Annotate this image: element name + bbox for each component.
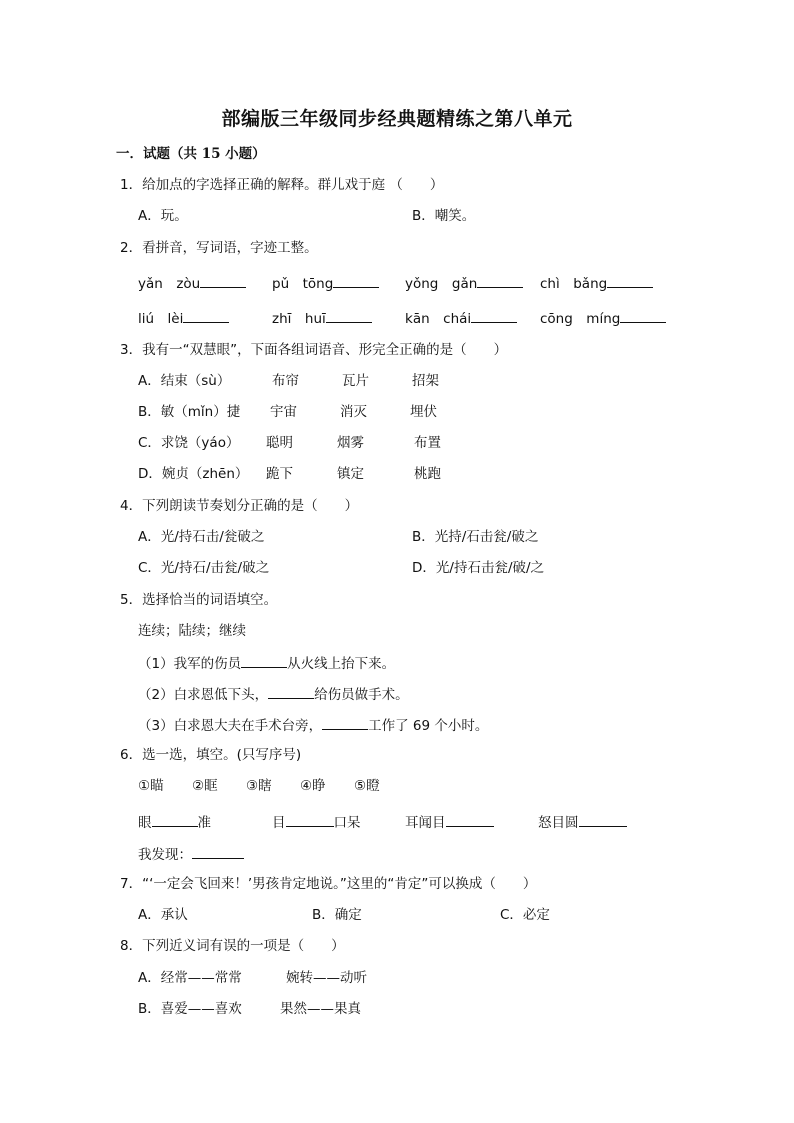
fill-text: 耳闻目 xyxy=(405,815,446,831)
pinyin-text: kān chái xyxy=(405,311,472,327)
answer-blank[interactable] xyxy=(333,273,379,288)
q5-sentence-1 xyxy=(138,653,395,673)
q1-option-b: B．嘲笑。 xyxy=(412,208,476,224)
q3-word: 宇宙 xyxy=(270,404,297,420)
q3-word: 埋伏 xyxy=(410,404,437,420)
pinyin-text: liú lèi xyxy=(138,311,184,327)
answer-blank[interactable] xyxy=(268,684,314,699)
q3-word: 镇定 xyxy=(337,466,364,482)
q6-option: ④睁 xyxy=(300,778,326,794)
answer-blank[interactable] xyxy=(579,812,627,827)
answer-blank[interactable] xyxy=(620,308,666,323)
q6-option: ①瞄 xyxy=(138,778,164,794)
q8-option-b: B．喜爱——喜欢 xyxy=(138,1001,242,1017)
pinyin-1 xyxy=(138,273,246,293)
q3-word: 招架 xyxy=(412,373,439,389)
answer-blank[interactable] xyxy=(241,653,287,668)
q5-word-list: 连续；陆续；继续 xyxy=(138,623,246,639)
q4-option-a: A．光/持石击/瓮破之 xyxy=(138,529,265,545)
q6-option: ②眶 xyxy=(192,778,218,794)
q6-discovery xyxy=(138,844,244,864)
question-1-stem: 1．给加点的字选择正确的解释。群儿戏于庭 （ ） xyxy=(120,177,444,193)
sentence-text: 从火线上抬下来。 xyxy=(287,656,396,672)
q6-option: ③瞎 xyxy=(246,778,272,794)
question-6-stem: 6．选一选，填空。(只写序号) xyxy=(120,747,302,763)
q5-sentence-3 xyxy=(138,715,488,735)
q4-option-c: C．光/持石/击瓮/破之 xyxy=(138,560,270,576)
q7-option-c: C．必定 xyxy=(500,907,550,923)
fill-text: 准 xyxy=(197,815,211,831)
fill-text: 口呆 xyxy=(333,815,361,831)
sentence-text: 给伤员做手术。 xyxy=(314,687,409,703)
q3-word: 布置 xyxy=(414,435,441,451)
sentence-text: （3）白求恩大夫在手术台旁， xyxy=(138,718,323,734)
q3-word: 聪明 xyxy=(266,435,293,451)
answer-blank[interactable] xyxy=(477,273,523,288)
pinyin-5 xyxy=(138,308,229,328)
section-heading: 一．试题（共 15 小题） xyxy=(116,146,266,162)
question-4-stem: 4．下列朗读节奏划分正确的是（ ） xyxy=(120,498,359,514)
q6-fill-2 xyxy=(272,812,361,832)
sentence-text: 工作了 69 个小时。 xyxy=(368,718,489,734)
answer-blank[interactable] xyxy=(183,308,229,323)
q6-option: ⑤瞪 xyxy=(354,778,380,794)
fill-text: 怒目圆 xyxy=(538,815,579,831)
pinyin-text: pǔ tōng xyxy=(272,276,334,292)
pinyin-4 xyxy=(540,273,653,293)
q7-option-a: A．承认 xyxy=(138,907,188,923)
q3-option-c: C．求饶（yáo） xyxy=(138,435,240,451)
pinyin-7 xyxy=(405,308,517,328)
answer-blank[interactable] xyxy=(192,844,244,859)
q7-option-b: B．确定 xyxy=(312,907,362,923)
answer-blank[interactable] xyxy=(200,273,246,288)
q5-sentence-2 xyxy=(138,684,409,704)
q6-fill-1 xyxy=(138,812,211,832)
pinyin-2 xyxy=(272,273,379,293)
pinyin-8 xyxy=(540,308,666,328)
question-5-stem: 5．选择恰当的词语填空。 xyxy=(120,592,278,608)
pinyin-3 xyxy=(405,273,523,293)
answer-blank[interactable] xyxy=(326,308,372,323)
pinyin-text: yǎn zòu xyxy=(138,276,201,292)
sentence-text: （1）我军的伤员 xyxy=(138,656,242,672)
q3-word: 烟雾 xyxy=(337,435,364,451)
pinyin-text: yǒng gǎn xyxy=(405,276,478,292)
answer-blank[interactable] xyxy=(471,308,517,323)
q3-option-d: D．婉贞（zhēn） xyxy=(138,466,249,482)
discovery-label: 我发现： xyxy=(138,847,192,863)
question-8-stem: 8．下列近义词有误的一项是（ ） xyxy=(120,938,345,954)
q8-option-b-pair: 果然——果真 xyxy=(280,1001,361,1017)
question-3-stem: 3．我有一“双慧眼”，下面各组词语音、形完全正确的是（ ） xyxy=(120,342,508,358)
q6-fill-4 xyxy=(538,812,627,832)
pinyin-text: cōng míng xyxy=(540,311,621,327)
q3-word: 布帘 xyxy=(272,373,299,389)
q3-word: 消灭 xyxy=(340,404,367,420)
q3-word: 跪下 xyxy=(266,466,293,482)
answer-blank[interactable] xyxy=(607,273,653,288)
page-title: 部编版三年级同步经典题精练之第八单元 xyxy=(221,108,573,130)
pinyin-text: zhī huī xyxy=(272,311,326,327)
q3-word: 桃跑 xyxy=(414,466,441,482)
answer-blank[interactable] xyxy=(322,715,368,730)
answer-blank[interactable] xyxy=(286,812,334,827)
q8-option-a: A．经常——常常 xyxy=(138,970,242,986)
pinyin-6 xyxy=(272,308,372,328)
pinyin-text: chì bǎng xyxy=(540,276,608,292)
sentence-text: （2）白求恩低下头， xyxy=(138,687,269,703)
q3-option-a: A．结束（sù） xyxy=(138,373,231,389)
q4-option-d: D．光/持石击瓮/破/之 xyxy=(412,560,545,576)
q1-option-a: A．玩。 xyxy=(138,208,188,224)
fill-text: 目 xyxy=(272,815,286,831)
answer-blank[interactable] xyxy=(152,812,198,827)
answer-blank[interactable] xyxy=(446,812,494,827)
q4-option-b: B．光持/石击瓮/破之 xyxy=(412,529,539,545)
q8-option-a-pair: 婉转——动听 xyxy=(286,970,367,986)
fill-text: 眼 xyxy=(138,815,152,831)
q3-word: 瓦片 xyxy=(342,373,369,389)
q3-option-b: B．敏（mǐn）捷 xyxy=(138,404,241,420)
q6-fill-3 xyxy=(405,812,494,832)
question-7-stem: 7．“‘一定会飞回来！’男孩肯定地说。”这里的“肯定”可以换成（ ） xyxy=(120,876,537,892)
question-2-stem: 2．看拼音，写词语，字迹工整。 xyxy=(120,240,318,256)
